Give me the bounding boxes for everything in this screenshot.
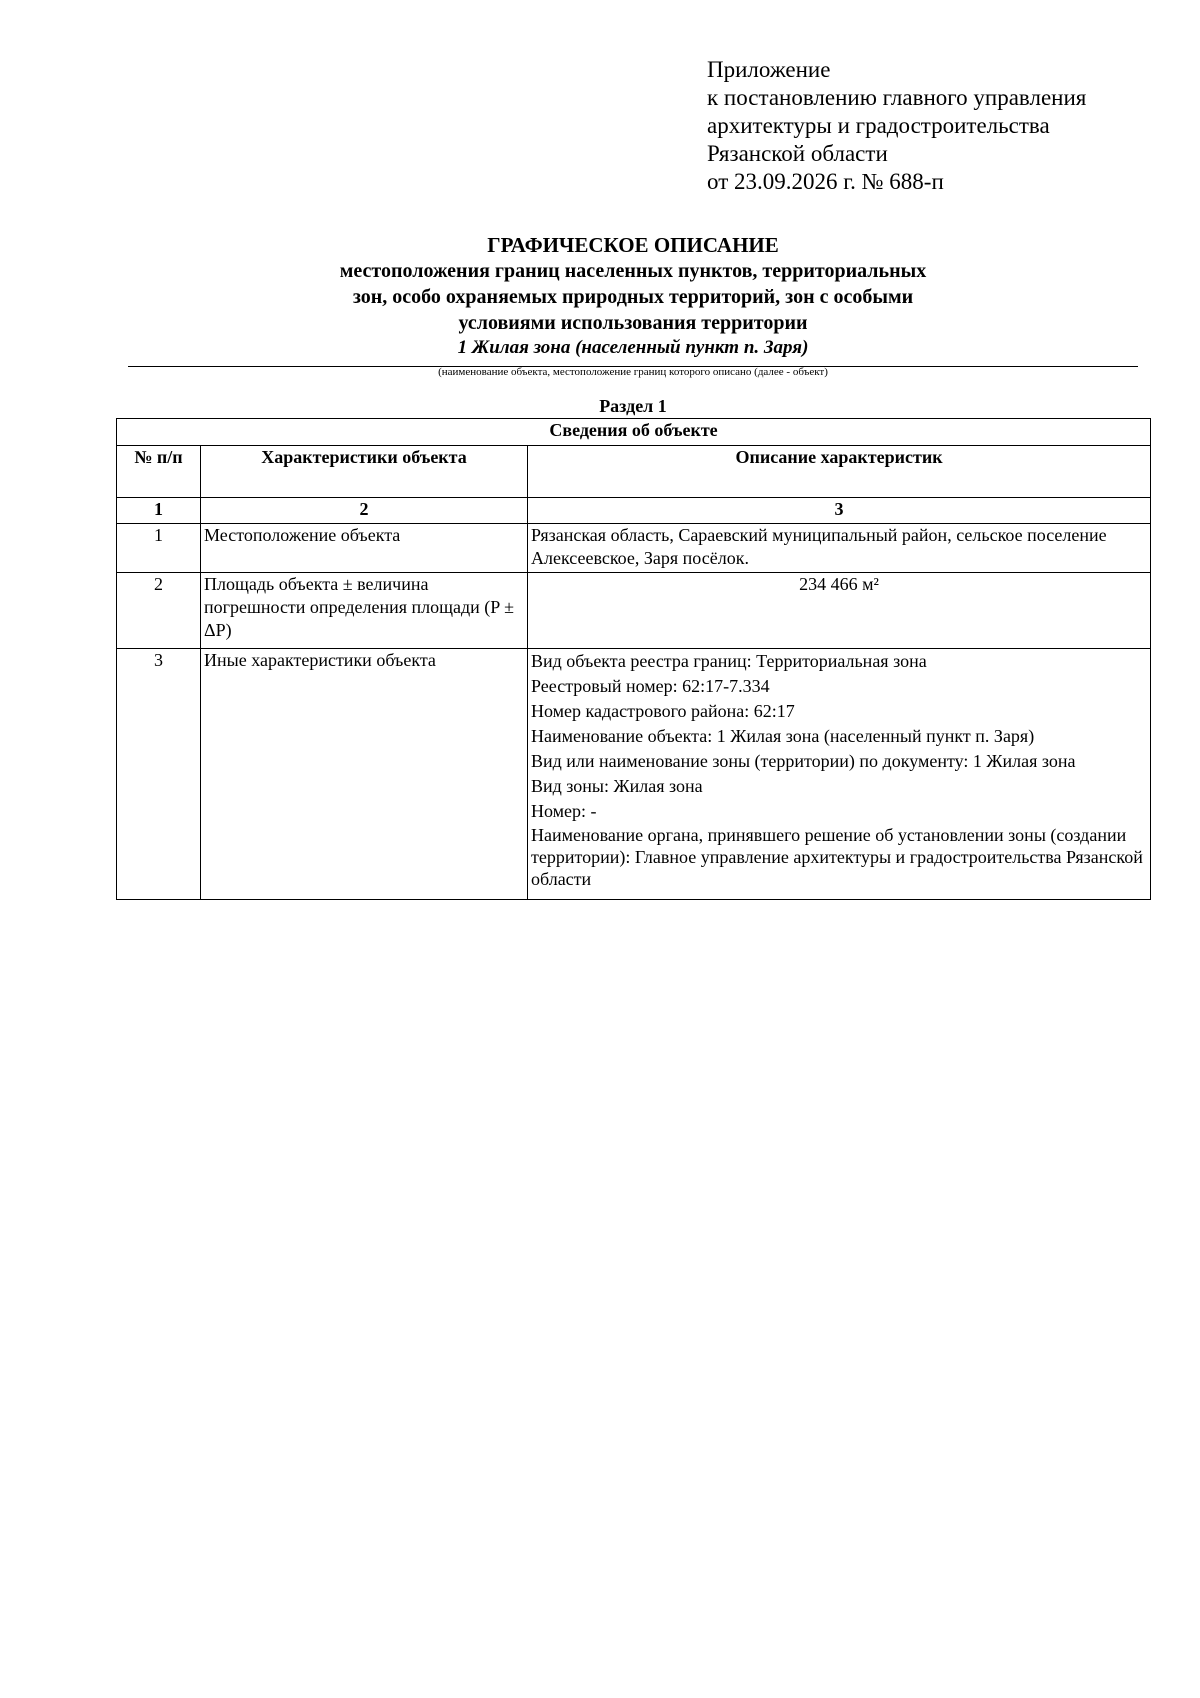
row-description: Рязанская область, Сараевский муниципальный район, сельское поселение Алексеевское, Заря посёлок.: [528, 524, 1151, 573]
header-characteristics: Характеристики объекта: [201, 446, 528, 498]
appendix-line: к постановлению главного управления: [707, 85, 1087, 110]
row-characteristic: Площадь объекта ± величина погрешности определения площади (P ± ΔP): [201, 573, 528, 649]
description-line: Наименование органа, принявшего решение об установлении зоны (создании территории): Главное управление архитектуры и градостроительства Рязанской области: [531, 825, 1143, 889]
table-header-row: [117, 446, 1151, 498]
column-number: 1: [117, 498, 201, 524]
table-caption: Сведения об объекте: [117, 419, 1151, 446]
row-characteristic: Местоположение объекта: [201, 524, 528, 573]
row-description: 234 466 м²: [528, 573, 1151, 649]
document-title: ГРАФИЧЕСКОЕ ОПИСАНИЕ: [487, 233, 779, 257]
column-number: 3: [528, 498, 1151, 524]
table-row: [117, 524, 1151, 573]
header-description: Описание характеристик: [528, 446, 1151, 498]
row-number: 1: [117, 524, 201, 573]
appendix-line: от 23.09.2026 г. № 688-п: [707, 169, 944, 194]
document-subtitle-line: зон, особо охраняемых природных территорий, зон с особыми: [352, 286, 914, 308]
object-name: 1 Жилая зона (населенный пункт п. Заря): [457, 337, 809, 358]
column-number-row: [117, 498, 1151, 524]
section-title: Раздел 1: [599, 396, 667, 416]
table-caption-row: [117, 419, 1151, 446]
description-line: Вид объекта реестра границ: Территориальная зона: [531, 651, 927, 671]
description-line: Наименование объекта: 1 Жилая зона (населенный пункт п. Заря): [531, 726, 1035, 746]
header-num: № п/п: [117, 446, 201, 498]
row-description: [528, 649, 1151, 900]
description-line: Номер: -: [531, 801, 597, 821]
description-line: Вид зоны: Жилая зона: [531, 776, 703, 796]
table-row: [117, 649, 1151, 900]
description-line: Номер кадастрового района: 62:17: [531, 701, 795, 721]
document-title-block: [128, 232, 1138, 360]
table-row: [117, 573, 1151, 649]
row-number: 2: [117, 573, 201, 649]
appendix-line: архитектуры и градостроительства: [707, 113, 1050, 138]
document-subtitle-line: местоположения границ населенных пунктов, территориальных: [339, 260, 927, 282]
row-characteristic: Иные характеристики объекта: [201, 649, 528, 900]
row-number: 3: [117, 649, 201, 900]
object-info-table: [116, 418, 1151, 900]
appendix-line: Приложение: [707, 57, 831, 82]
document-subtitle-line: условиями использования территории: [458, 312, 808, 334]
appendix-header: [707, 56, 1177, 196]
column-number: 2: [201, 498, 528, 524]
description-line: Реестровый номер: 62:17-7.334: [531, 676, 770, 696]
appendix-line: Рязанской области: [707, 141, 888, 166]
description-line: Вид или наименование зоны (территории) по документу: 1 Жилая зона: [531, 751, 1076, 771]
object-name-caption: (наименование объекта, местоположение границ которого описано (далее - объект): [438, 366, 828, 378]
